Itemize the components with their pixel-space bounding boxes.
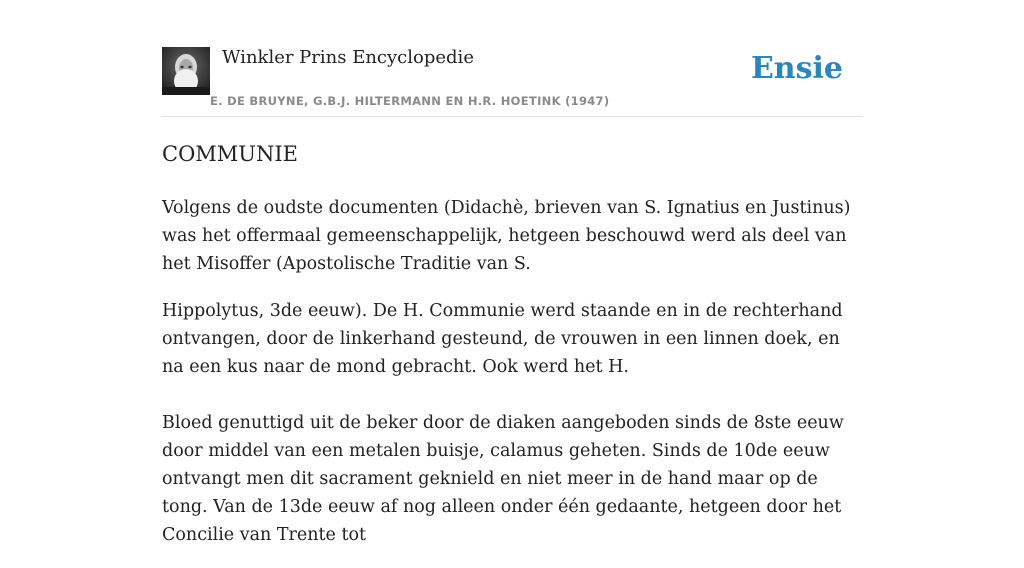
article-paragraph: Bloed genuttigd uit de beker door de diaken aangeboden sinds de 8ste eeuw door middel van een metalen buisje, calamus geheten. Sinds de 10de eeuw ontvangt men dit sacrament geknield en niet meer in de hand maar op de tong. Van de 13de eeuw af nog alleen onder één gedaante, hetgeen door het Concilie van Trente tot bbox=[162, 413, 844, 545]
author-avatar[interactable] bbox=[162, 47, 210, 95]
authors-line: E. DE BRUYNE, G.B.J. HILTERMANN EN H.R. HOETINK (1947) bbox=[210, 94, 610, 108]
article bbox=[162, 138, 862, 568]
article-title: COMMUNIE bbox=[162, 142, 298, 166]
site-header bbox=[162, 46, 862, 117]
site-title[interactable]: Winkler Prins Encyclopedie bbox=[222, 47, 474, 68]
portrait-photo-icon bbox=[162, 47, 210, 95]
article-paragraph: Hippolytus, 3de eeuw). De H. Communie werd staande en in de rechterhand ontvangen, door de linkerhand gesteund, de vrouwen in een linnen doek, en na een kus naar de mond gebracht. Ook werd het H. bbox=[162, 301, 843, 377]
brand-logo[interactable]: Ensie bbox=[750, 51, 843, 86]
article-paragraph: Volgens de oudste documenten (Didachè, brieven van S. Ignatius en Justinus) was het offermaal gemeenschappelijk, hetgeen beschouwd werd als deel van het Misoffer (Apostolische Traditie van S. bbox=[162, 198, 851, 274]
